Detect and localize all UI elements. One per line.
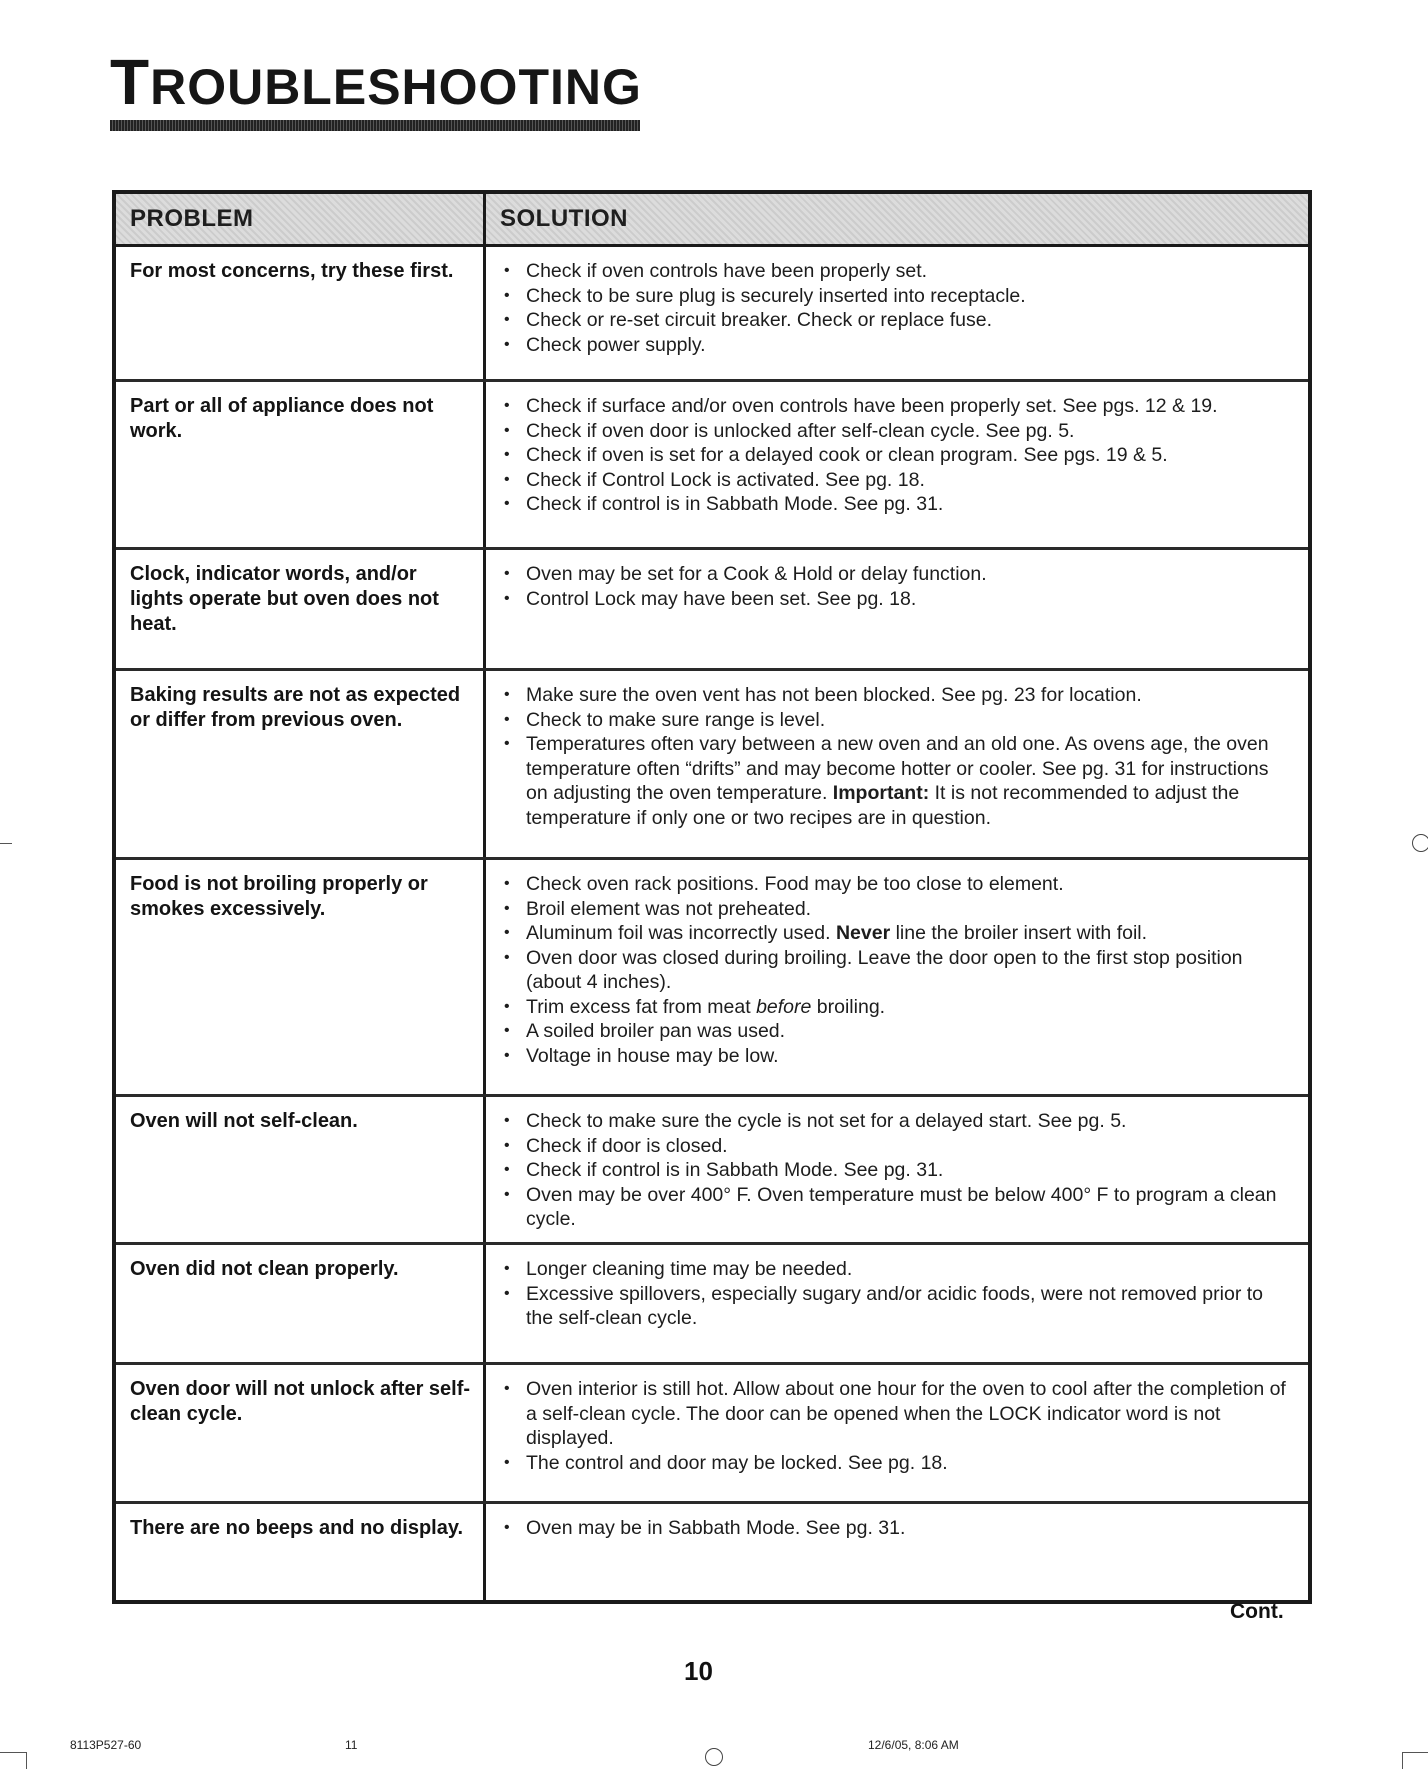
table-row: [116, 247, 1308, 382]
solution-item: • Oven may be set for a Cook & Hold or delay function.: [500, 562, 1292, 587]
registration-tick: [0, 843, 12, 844]
solution-cell: [486, 1365, 1308, 1501]
table-row: [116, 1504, 1308, 1600]
table-header: [116, 194, 1308, 247]
text-run: Aluminum foil was incorrectly used.: [526, 922, 836, 944]
table-row: [116, 1365, 1308, 1504]
registration-mark: [1412, 834, 1428, 852]
solution-list: [500, 562, 1292, 611]
continued-label: Cont.: [1230, 1600, 1284, 1623]
solution-item: • Check or re-set circuit breaker. Check or replace fuse.: [500, 308, 1292, 333]
solution-column-header: SOLUTION: [486, 194, 1308, 244]
solution-item: • Control Lock may have been set. See pg. 18.: [500, 587, 1292, 612]
solution-list: [500, 1257, 1292, 1331]
solution-cell: [486, 860, 1308, 1094]
solution-item: • Oven interior is still hot. Allow about one hour for the oven to cool after the completion of a self-clean cycle. The door can be opened when the LOCK indicator word is not displayed.: [500, 1377, 1292, 1451]
solution-list: [500, 1109, 1292, 1232]
solution-item: • Check if door is closed.: [500, 1134, 1292, 1159]
solution-item: • Check power supply.: [500, 333, 1292, 358]
title-underline: [110, 120, 640, 131]
bold-text: Never: [835, 922, 891, 944]
solution-item: • Longer cleaning time may be needed.: [500, 1257, 1292, 1282]
problem-cell: Oven did not clean properly.: [116, 1245, 486, 1362]
solution-item: [500, 732, 1292, 830]
registration-mark: [705, 1748, 723, 1766]
solution-item: • Check if control is in Sabbath Mode. See pg. 31.: [500, 1158, 1292, 1183]
table-row: [116, 1245, 1308, 1365]
footer-sheet-number: 11: [345, 1738, 358, 1752]
page-title: [110, 46, 642, 118]
troubleshooting-table: [112, 190, 1312, 1604]
solution-item: • Check if Control Lock is activated. See pg. 18.: [500, 468, 1292, 493]
solution-item: [500, 921, 1292, 946]
text-run: Trim excess fat from meat: [526, 995, 757, 1018]
solution-list: [500, 872, 1292, 1068]
problem-cell: For most concerns, try these first.: [116, 247, 486, 379]
text-run: line the broiler insert with foil.: [890, 922, 1148, 944]
solution-cell: [486, 247, 1308, 379]
crop-mark: [0, 1752, 26, 1753]
solution-list: [500, 1516, 1292, 1541]
solution-item: • Check to be sure plug is securely inserted into receptacle.: [500, 284, 1292, 309]
text-run: broiling.: [811, 995, 886, 1018]
solution-list: [500, 394, 1292, 517]
solution-cell: [486, 671, 1308, 857]
solution-item: • Check if oven door is unlocked after self-clean cycle. See pg. 5.: [500, 419, 1292, 444]
problem-cell: Clock, indicator words, and/or lights operate but oven does not heat.: [116, 550, 486, 668]
problem-cell: Food is not broiling properly or smokes excessively.: [116, 860, 486, 1094]
solution-item: • Excessive spillovers, especially sugary and/or acidic foods, were not removed prior to the self-clean cycle.: [500, 1282, 1292, 1331]
solution-cell: [486, 1504, 1308, 1600]
table-row: [116, 671, 1308, 860]
footer-date: 12/6/05, 8:06 AM: [868, 1738, 959, 1752]
page-title-block: [110, 46, 642, 131]
solution-cell: [486, 550, 1308, 668]
title-initial: T: [110, 46, 151, 118]
solution-item: • Voltage in house may be low.: [500, 1044, 1292, 1069]
table-row: [116, 860, 1308, 1097]
solution-item: • Check if oven controls have been properly set.: [500, 259, 1292, 284]
table-body: [116, 247, 1308, 1600]
solution-list: [500, 259, 1292, 357]
solution-item: • Check if oven is set for a delayed cook or clean program. See pgs. 19 & 5.: [500, 443, 1292, 468]
solution-list: [500, 1377, 1292, 1475]
title-rest: ROUBLESHOOTING: [150, 59, 642, 115]
crop-mark: [1402, 1752, 1403, 1769]
solution-item: • Make sure the oven vent has not been blocked. See pg. 23 for location.: [500, 683, 1292, 708]
problem-cell: Oven door will not unlock after self-clean cycle.: [116, 1365, 486, 1501]
footer-doc-code: 8113P527-60: [70, 1738, 142, 1752]
solution-item: • The control and door may be locked. See pg. 18.: [500, 1451, 1292, 1476]
text-run: Temperatures often vary between a new oven and an old one. As ovens age, the oven temperature often “drifts” and may become hotter or cooler. See pg. 31 for instructions on adjusting the oven temperature.: [526, 733, 1269, 804]
solution-item: • Check oven rack positions. Food may be too close to element.: [500, 872, 1292, 897]
table-row: [116, 382, 1308, 550]
solution-cell: [486, 1245, 1308, 1362]
problem-cell: Part or all of appliance does not work.: [116, 382, 486, 547]
text-run: It is not recommended to adjust the temperature if only one or two recipes are in question.: [526, 782, 1240, 829]
solution-item: • Broil element was not preheated.: [500, 897, 1292, 922]
problem-cell: There are no beeps and no display.: [116, 1504, 486, 1600]
solution-item: • Check to make sure the cycle is not set for a delayed start. See pg. 5.: [500, 1109, 1292, 1134]
italic-text: before: [756, 995, 812, 1018]
table-row: [116, 550, 1308, 671]
solution-item: • Check if control is in Sabbath Mode. See pg. 31.: [500, 492, 1292, 517]
table-row: [116, 1097, 1308, 1245]
crop-mark: [1402, 1752, 1428, 1753]
solution-item: • A soiled broiler pan was used.: [500, 1019, 1292, 1044]
problem-cell: Baking results are not as expected or differ from previous oven.: [116, 671, 486, 857]
solution-item: • Oven may be over 400° F. Oven temperature must be below 400° F to program a clean cycle.: [500, 1183, 1292, 1232]
solution-item: • Check if surface and/or oven controls have been properly set. See pgs. 12 & 19.: [500, 394, 1292, 419]
problem-column-header: PROBLEM: [116, 194, 486, 244]
solution-item: [500, 995, 1292, 1020]
solution-item: • Oven may be in Sabbath Mode. See pg. 31.: [500, 1516, 1292, 1541]
problem-cell: Oven will not self-clean.: [116, 1097, 486, 1242]
solution-cell: [486, 382, 1308, 547]
crop-mark: [26, 1752, 27, 1769]
page-number: 10: [684, 1656, 713, 1686]
solution-item: • Oven door was closed during broiling. Leave the door open to the first stop position (about 4 inches).: [500, 946, 1292, 995]
solution-item: • Check to make sure range is level.: [500, 708, 1292, 733]
bold-text: Important:: [832, 782, 930, 804]
solution-list: [500, 683, 1292, 830]
solution-cell: [486, 1097, 1308, 1242]
